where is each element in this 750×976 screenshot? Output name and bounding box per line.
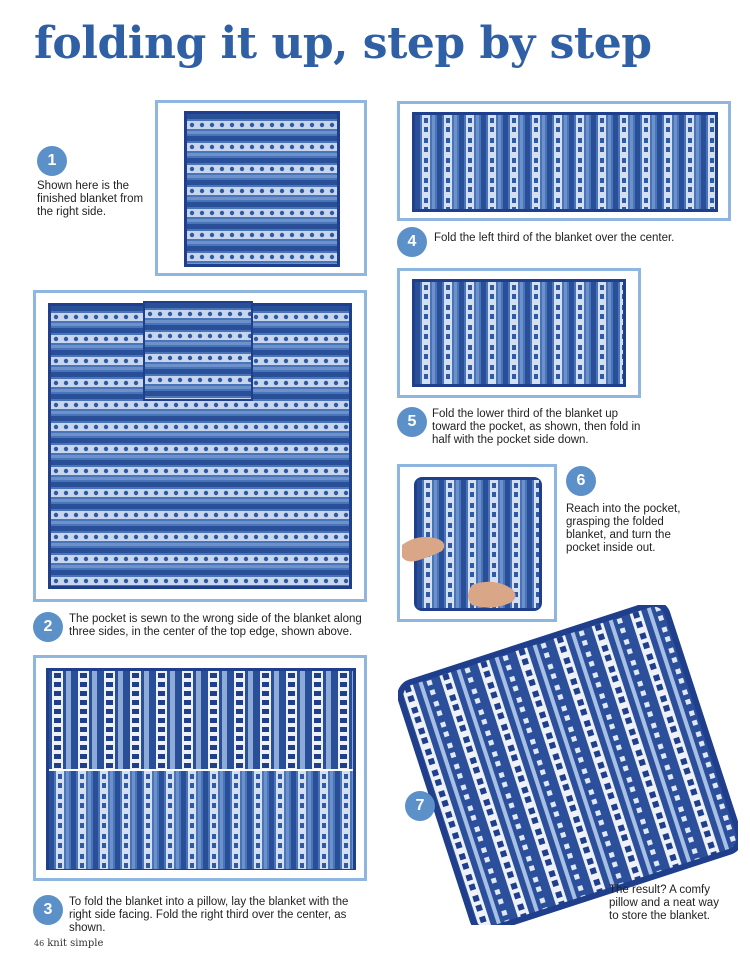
blanket-photo-icon bbox=[415, 282, 623, 384]
step-4-caption: Fold the left third of the blanket over the center. bbox=[434, 232, 675, 244]
magazine-name: knit simple bbox=[47, 938, 104, 949]
step-2-badge: 2 bbox=[33, 612, 63, 642]
folded-third-photo-icon bbox=[49, 771, 353, 869]
blanket-photo-icon bbox=[49, 671, 353, 769]
hands-icon bbox=[400, 467, 554, 619]
step-4-photo-frame bbox=[397, 101, 731, 221]
page-footer bbox=[34, 938, 103, 949]
step-5-photo-frame bbox=[397, 268, 641, 398]
step-7-pillow-image bbox=[398, 605, 738, 925]
step-1-caption: Shown here is the finished blanket from the right side. bbox=[37, 180, 144, 218]
step-3-badge: 3 bbox=[33, 895, 63, 925]
step-3-caption: To fold the blanket into a pillow, lay the blanket with the right side facing. Fold the right third over the center, as shown. bbox=[69, 896, 349, 934]
blanket-photo-icon bbox=[415, 115, 715, 209]
step-6-badge: 6 bbox=[566, 466, 596, 496]
step-3-photo-frame bbox=[33, 655, 367, 881]
pocket-photo-icon bbox=[145, 303, 251, 399]
step-5-caption: Fold the lower third of the blanket up toward the pocket, as shown, then fold in half with the pocket side down. bbox=[432, 408, 641, 446]
step-5-blanket-image bbox=[412, 279, 626, 387]
step-2-pocket-image bbox=[143, 301, 253, 401]
step-1-photo-frame bbox=[155, 100, 367, 276]
step-7-badge: 7 bbox=[405, 791, 435, 821]
step-1-badge: 1 bbox=[37, 146, 67, 176]
step-2-photo-frame bbox=[33, 290, 367, 602]
step-2-caption: The pocket is sewn to the wrong side of the blanket along three sides, in the center of the top edge, shown above. bbox=[69, 613, 362, 638]
blanket-photo-icon bbox=[187, 114, 337, 264]
step-6-caption: Reach into the pocket, grasping the folded blanket, and turn the pocket inside out. bbox=[566, 503, 681, 554]
step-6-photo-frame bbox=[397, 464, 557, 622]
page-number: 46 bbox=[34, 939, 45, 948]
page-title: folding it up, step by step bbox=[34, 18, 652, 69]
step-4-blanket-image bbox=[412, 112, 718, 212]
step-1-blanket-image bbox=[184, 111, 340, 267]
step-7-caption: The result? A comfy pillow and a neat way to store the blanket. bbox=[609, 884, 719, 922]
step-3-blanket-image bbox=[46, 668, 356, 870]
step-4-badge: 4 bbox=[397, 227, 427, 257]
step-5-badge: 5 bbox=[397, 407, 427, 437]
